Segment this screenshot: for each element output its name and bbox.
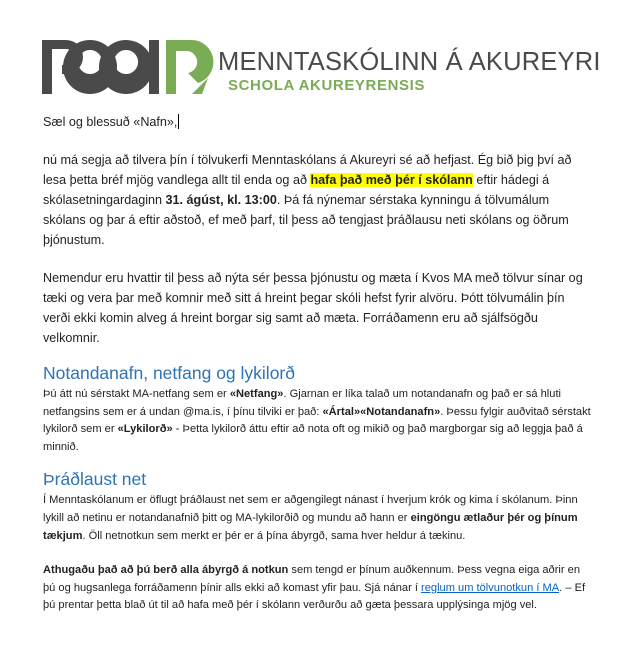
greeting-text: Sæl og blessuð «Nafn», xyxy=(43,115,178,129)
heading-wifi: Þráðlaust net xyxy=(43,469,147,490)
letter-body xyxy=(43,110,593,615)
email-field-merge: «Netfang» xyxy=(229,388,284,400)
intro-text-b: eftir hádegi á skólasetningardaginn xyxy=(43,173,550,207)
second-paragraph: Nemendur eru hvattir til þess að nýta sér þessa þjónustu og mæta í Kvos MA með tölvur sínar og tæki og vera þar með komnir með sitt á hreint þegar skóli hefst fyrir alvöru. Þótt tölvumálin þín verði ekki komin alveg á hreint borgar sig samt að mæta. Forráðamenn eru að sjálfsögðu velkomnir. xyxy=(43,271,583,345)
wifi-bold: eingöngu ætlaður þér og þínum tækjum xyxy=(43,511,578,542)
rules-link[interactable]: reglum um tölvunotkun í MA xyxy=(421,581,560,594)
wifi-text-a: Í Menntaskólanum er öflugt þráðlaust net sem er aðgengilegt nánast í hverjum krók og kima í skólanum. Þinn lykill að netinu er notandanafnið þitt og MA-lykilorðið og mundu að hann er xyxy=(43,494,578,524)
username-paragraph xyxy=(43,386,593,456)
wifi-text-b: . Öll netnotkun sem merkt er þér er á þína ábyrgð, sama hver heldur á tækinu. xyxy=(82,529,466,542)
intro-highlight: hafa það með þér í skólann xyxy=(310,173,473,187)
user-text-c: . Þessu fylgir auðvitað sérstakt lykilorð sem er xyxy=(43,405,591,436)
user-text-d: - Þetta lykilorð áttu eftir að nota oft og mikið og það margborgar sig að leggja það á minnið. xyxy=(43,423,583,453)
intro-text-c: . Þá fá nýnemar sérstaka kynningu á tölvumálum skólans og þar á eftir aðstoð, ef með þarf, til þess að tengjast þráðlausu neti skólans og öðrum þjónustum. xyxy=(43,193,569,247)
responsibility-bold: Athugaðu það að þú berð alla ábyrgð á notkun xyxy=(43,564,289,577)
responsibility-text-a: sem tengd er þínum auðkennum. Þess vegna eiga aðrir en þú og hugsanlega forráðamenn þínir alls ekki að komast yfir þau. Sjá nánar í xyxy=(43,564,581,594)
user-text-b: . Gjarnan er líka talað um notandanafn og það er sá hluti netfangsins sem er á undan @ma.is, í þínu tilviki er það: xyxy=(43,388,561,418)
greeting xyxy=(43,112,593,132)
user-text-a: Þú átt nú sérstakt MA-netfang sem er xyxy=(43,388,230,400)
password-field-merge: «Lykilorð» xyxy=(117,423,173,436)
text-cursor xyxy=(178,114,179,129)
school-latin-subtitle: SCHOLA AKUREYRENSIS xyxy=(228,77,425,94)
heading-username: Notandanafn, netfang og lykilorð xyxy=(43,363,295,383)
school-name-title: MENNTASKÓLINN Á AKUREYRI xyxy=(218,48,601,76)
intro-text-a: nú má segja að tilvera þín í tölvukerfi Menntaskólans á Akureyri sé að hefjast. Ég bið þig því að lesa þetta bréf mjög vandlega allt til enda og að xyxy=(43,153,572,187)
responsibility-paragraph xyxy=(43,562,593,615)
intro-date: 31. ágúst, kl. 13:00 xyxy=(165,193,277,207)
username-field-merge: «Ártal»«Notandanafn» xyxy=(322,405,441,418)
wifi-paragraph xyxy=(43,492,593,545)
responsibility-text-b: . – Ef þú prentar þetta blað út til að hafa með þér í skólann verðurðu að gæta þessara upplýsinga mjög vel. xyxy=(43,581,586,612)
intro-paragraph xyxy=(43,150,593,250)
